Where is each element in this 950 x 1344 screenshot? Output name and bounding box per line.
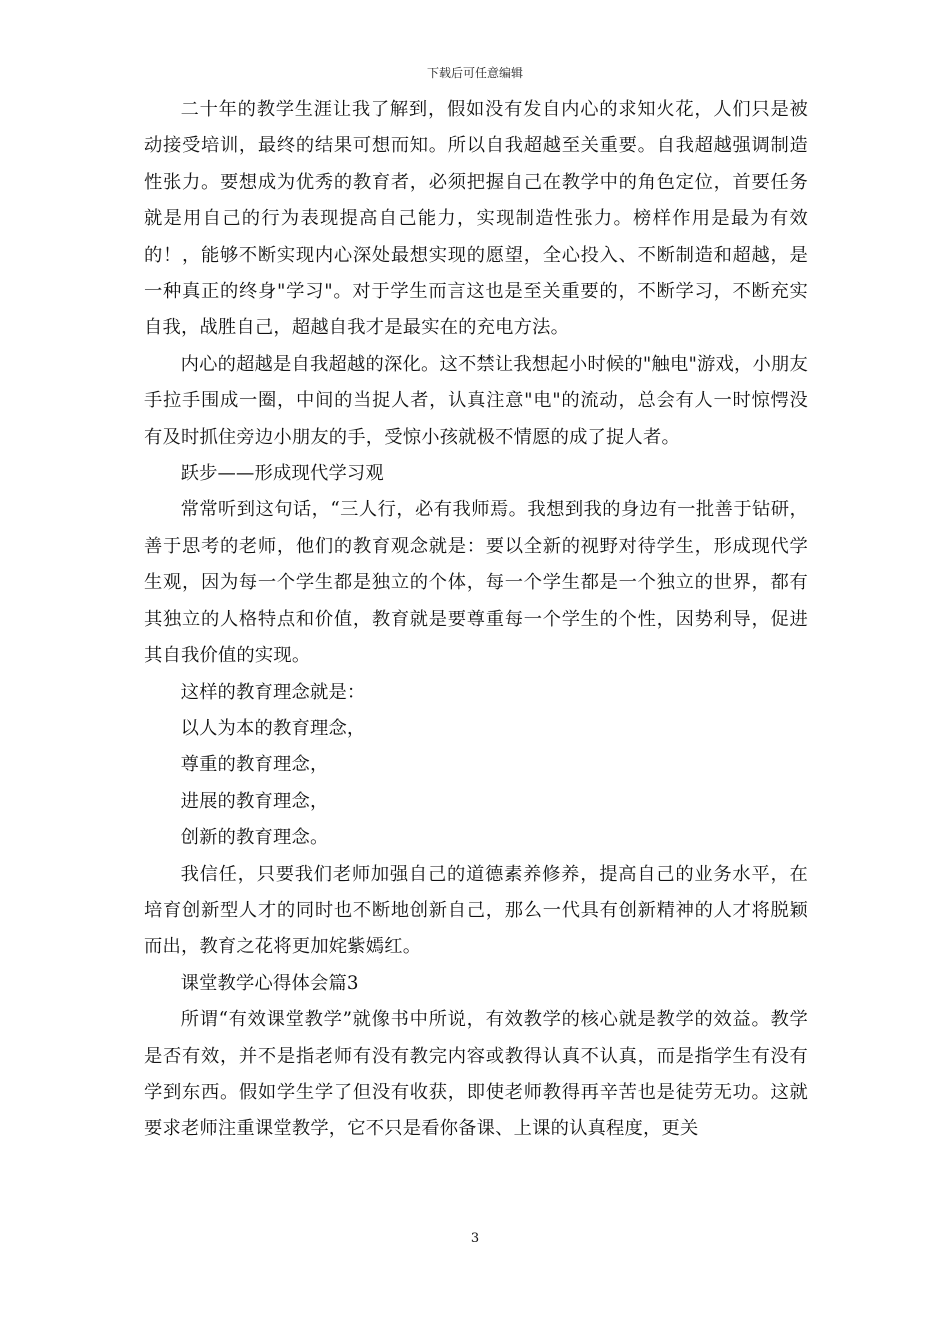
list-item-respect: 尊重的教育理念， bbox=[180, 754, 329, 776]
list-item-innovation: 创新的教育理念。 bbox=[180, 827, 329, 849]
paragraph-effective-teaching: 所谓“有效课堂教学”就像书中所说，有效教学的核心就是教学的效益。教学是否有效，并不是指老师有没有教完内容或教得认真不认真，而是指学生有没有学到东西。假如学生学了但没有收获，即使老师教得再辛苦也是徒劳无功。这就要求老师注重课堂教学，它不只是看你备课、上课的认真程度，更关 bbox=[144, 1009, 808, 1140]
list-item-development: 进展的教育理念， bbox=[180, 790, 329, 812]
paragraph-belief: 我信任，只要我们老师加强自己的道德素养修养，提高自己的业务水平，在培育创新型人才的同时也不断地创新自己，那么一代具有创新精神的人才将脱颖而出，教育之花将更加姹紫嫣红。 bbox=[144, 863, 808, 958]
page-number: 3 bbox=[470, 1231, 480, 1246]
page-header: 下载后可任意编辑 bbox=[426, 66, 523, 80]
paragraph-self-transcendence: 二十年的教学生涯让我了解到，假如没有发自内心的求知火花，人们只是被动接受培训，最终的结果可想而知。所以自我超越至关重要。自我超越强调制造性张力。要想成为优秀的教育者，必须把握自己在教学中的角色定位，首要任务就是用自己的行为表现提高自己能力，实现制造性张力。榜样作用是最为有效的！，能够不断实现内心深处最想实现的愿望，全心投入、不断制造和超越，是一种真正的终身"学习"。对于学生而言这也是至关重要的，不断学习，不断充实自我，战胜自己，超越自我才是最实在的充电方法。 bbox=[144, 99, 808, 339]
section-heading-learning-view: 跃步——形成现代学习观 bbox=[180, 463, 384, 485]
paragraph-concept-intro: 这样的教育理念就是： bbox=[180, 681, 366, 703]
section-heading-part-3: 课堂教学心得体会篇3 bbox=[180, 972, 359, 994]
document-body bbox=[144, 92, 808, 1148]
list-item-people-oriented: 以人为本的教育理念， bbox=[180, 717, 366, 739]
paragraph-three-people: 常常听到这句话，“三人行，必有我师焉。我想到我的身边有一批善于钻研，善于思考的老师，他们的教育观念就是：要以全新的视野对待学生，形成现代学生观，因为每一个学生都是独立的个体，每一个学生都是一个独立的世界，都有其独立的人格特点和价值，教育就是要尊重每一个学生的个性，因势利导，促进其自我价值的实现。 bbox=[144, 499, 808, 667]
paragraph-inner-transcendence: 内心的超越是自我超越的深化。这不禁让我想起小时候的"触电"游戏，小朋友手拉手围成一圈，中间的当捉人者，认真注意"电"的流动，总会有人一时惊愕没有及时抓住旁边小朋友的手，受惊小孩就极不情愿的成了捉人者。 bbox=[144, 353, 808, 448]
